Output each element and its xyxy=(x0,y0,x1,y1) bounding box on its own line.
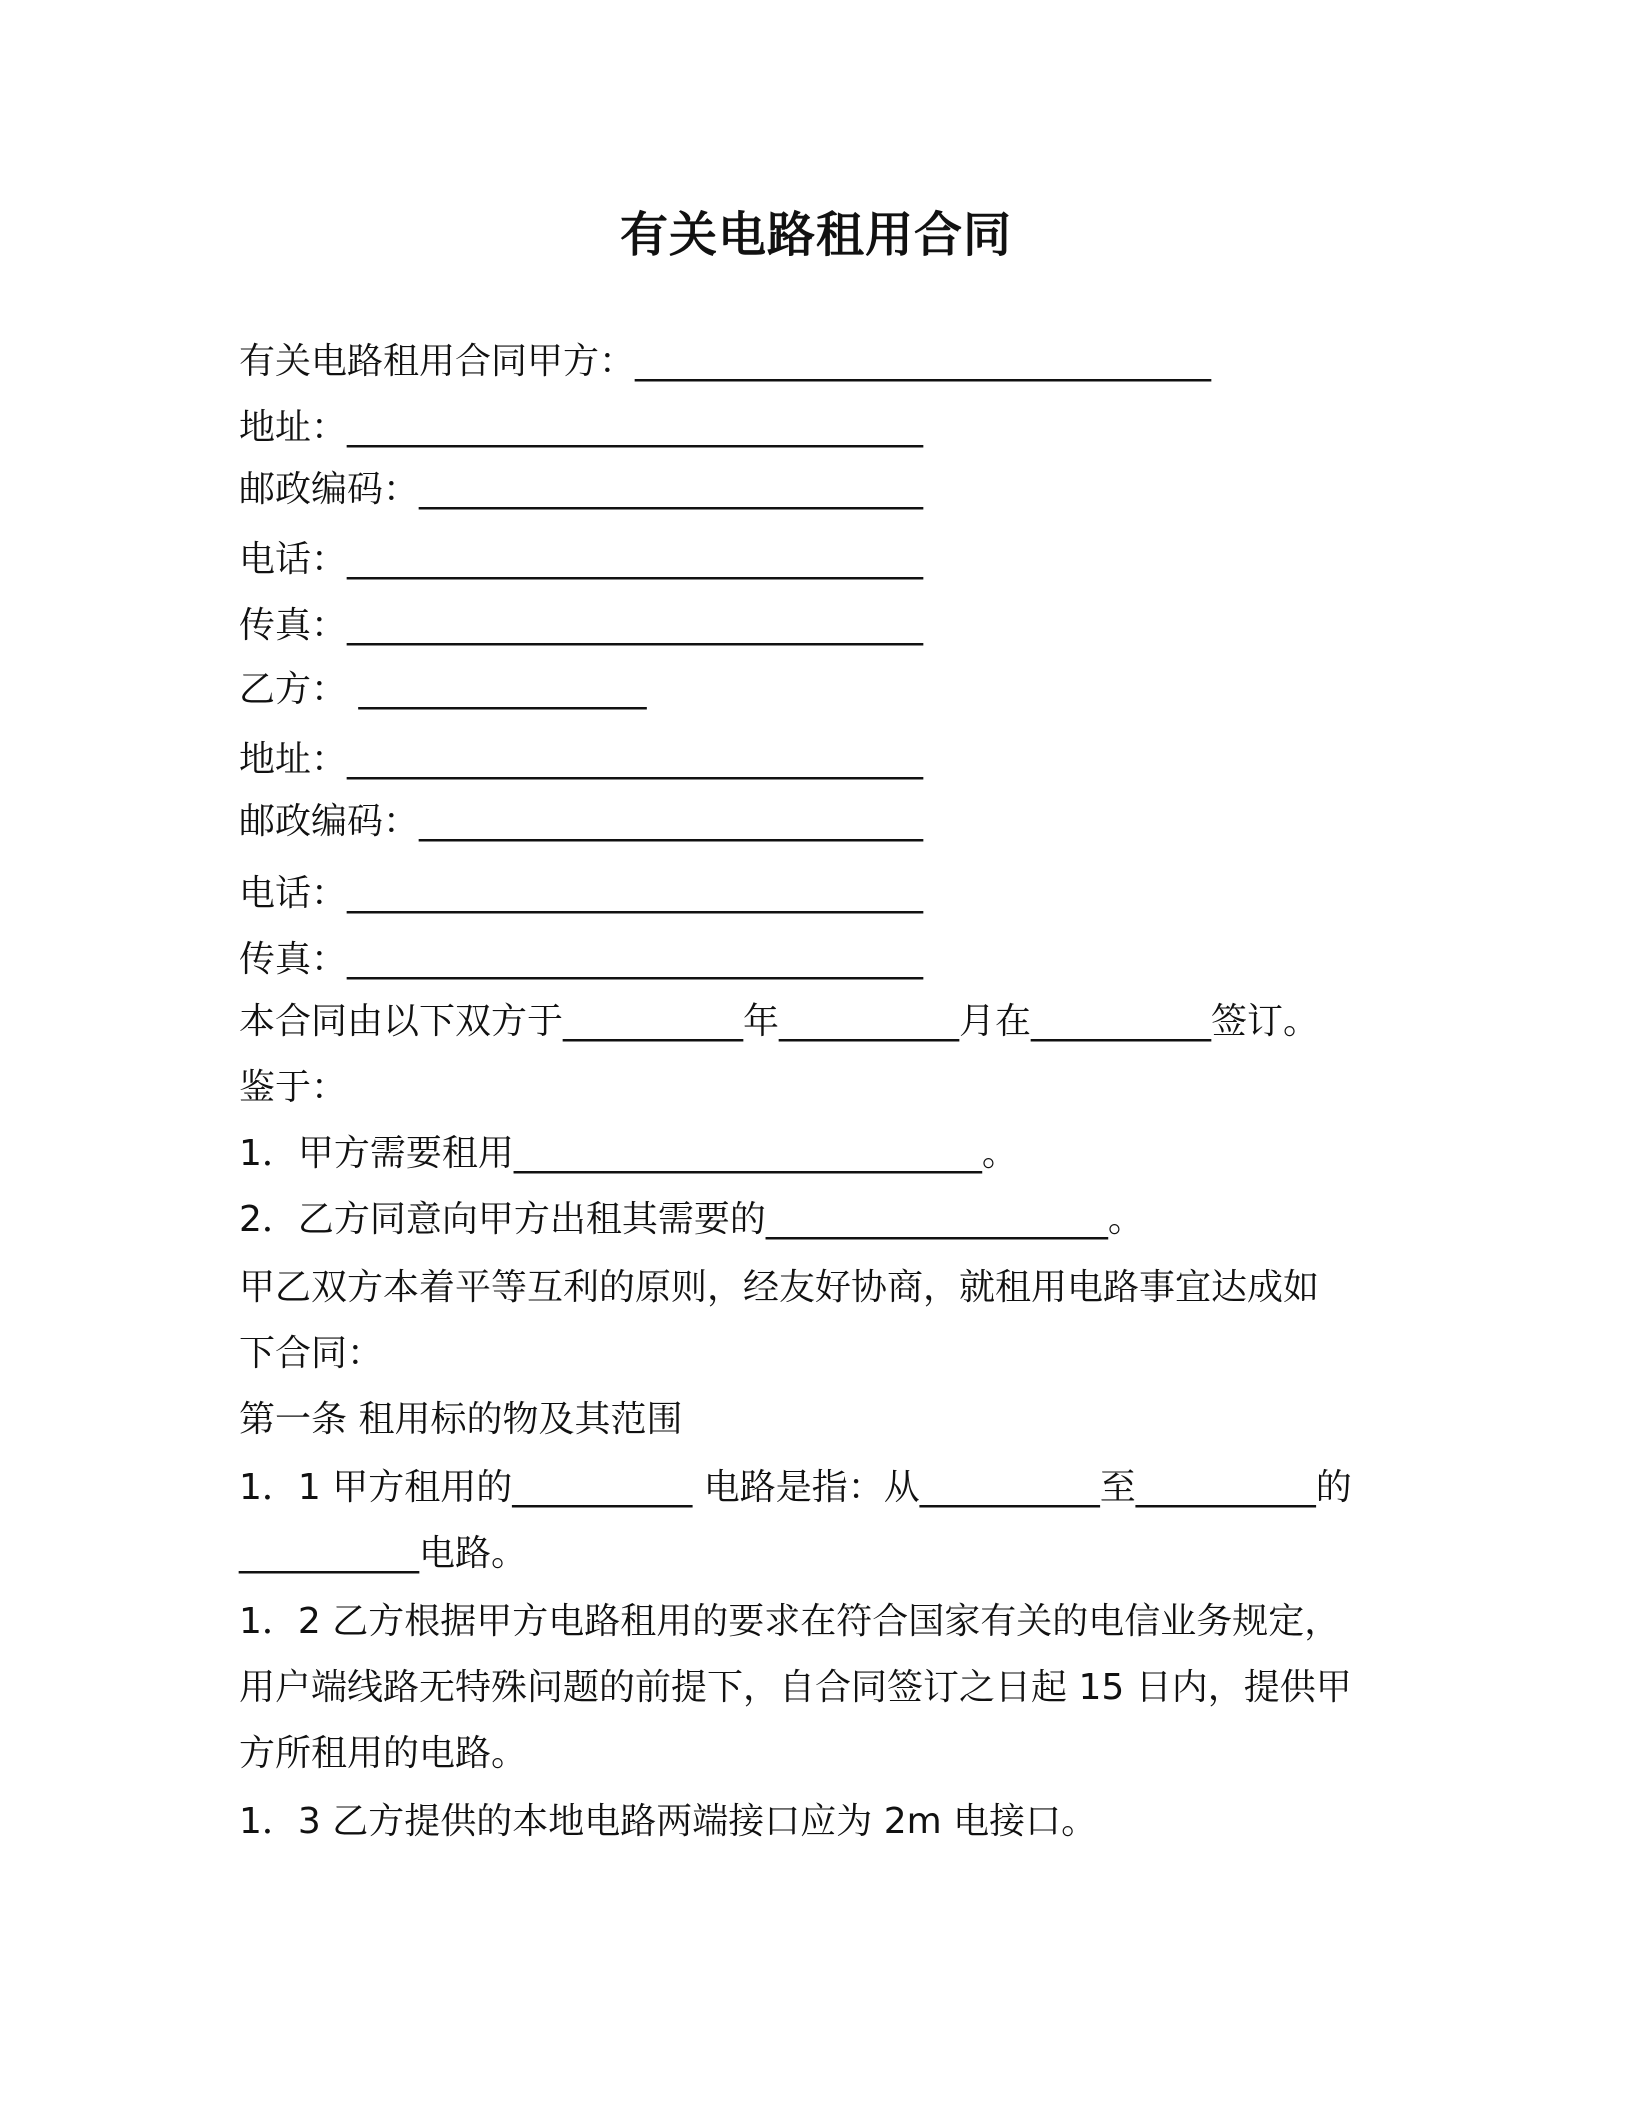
party-a-phone-line: 电话：________________________________ xyxy=(239,539,924,580)
clause-1-1-line-1: 1．1 甲方租用的__________ 电路是指：从__________至__________的 xyxy=(239,1467,1352,1508)
party-a-fax-line: 传真：________________________________ xyxy=(239,605,924,646)
whereas-heading: 鉴于： xyxy=(239,1067,348,1108)
party-b-address-line: 地址：________________________________ xyxy=(239,739,924,780)
clause-1-2-line-1: 1．2 乙方根据甲方电路租用的要求在符合国家有关的电信业务规定， xyxy=(239,1601,1341,1642)
preamble-paragraph-line-1: 甲乙双方本着平等互利的原则，经友好协商，就租用电路事宜达成如 xyxy=(239,1267,1320,1308)
party-a-address-line: 地址：________________________________ xyxy=(239,407,924,448)
whereas-item-2: 2．乙方同意向甲方出租其需要的___________________。 xyxy=(239,1199,1144,1240)
party-b-fax-line: 传真：________________________________ xyxy=(239,939,924,980)
party-b-phone-line: 电话：________________________________ xyxy=(239,873,924,914)
clause-1-3-line: 1．3 乙方提供的本地电路两端接口应为 2m 电接口。 xyxy=(239,1801,1098,1842)
party-a-line: 有关电路租用合同甲方：________________________________ xyxy=(239,341,1212,382)
party-a-postcode-line: 邮政编码：____________________________ xyxy=(239,469,924,510)
clause-1-2-line-2: 用户端线路无特殊问题的前提下，自合同签订之日起 15 日内，提供甲 xyxy=(239,1667,1352,1708)
article-1-heading: 第一条 租用标的物及其范围 xyxy=(239,1399,683,1440)
party-b-postcode-line: 邮政编码：____________________________ xyxy=(239,801,924,842)
clause-1-2-line-3: 方所租用的电路。 xyxy=(239,1733,528,1774)
whereas-item-1: 1．甲方需要租用__________________________。 xyxy=(239,1133,1018,1174)
clause-1-1-line-2: __________电路。 xyxy=(239,1533,528,1574)
party-b-line: 乙方： ________________ xyxy=(239,669,647,710)
signing-date-line: 本合同由以下双方于__________年__________月在__________签订。 xyxy=(239,1001,1320,1042)
preamble-paragraph-line-2: 下合同： xyxy=(239,1333,384,1374)
document-title: 有关电路租用合同 xyxy=(619,207,1012,263)
